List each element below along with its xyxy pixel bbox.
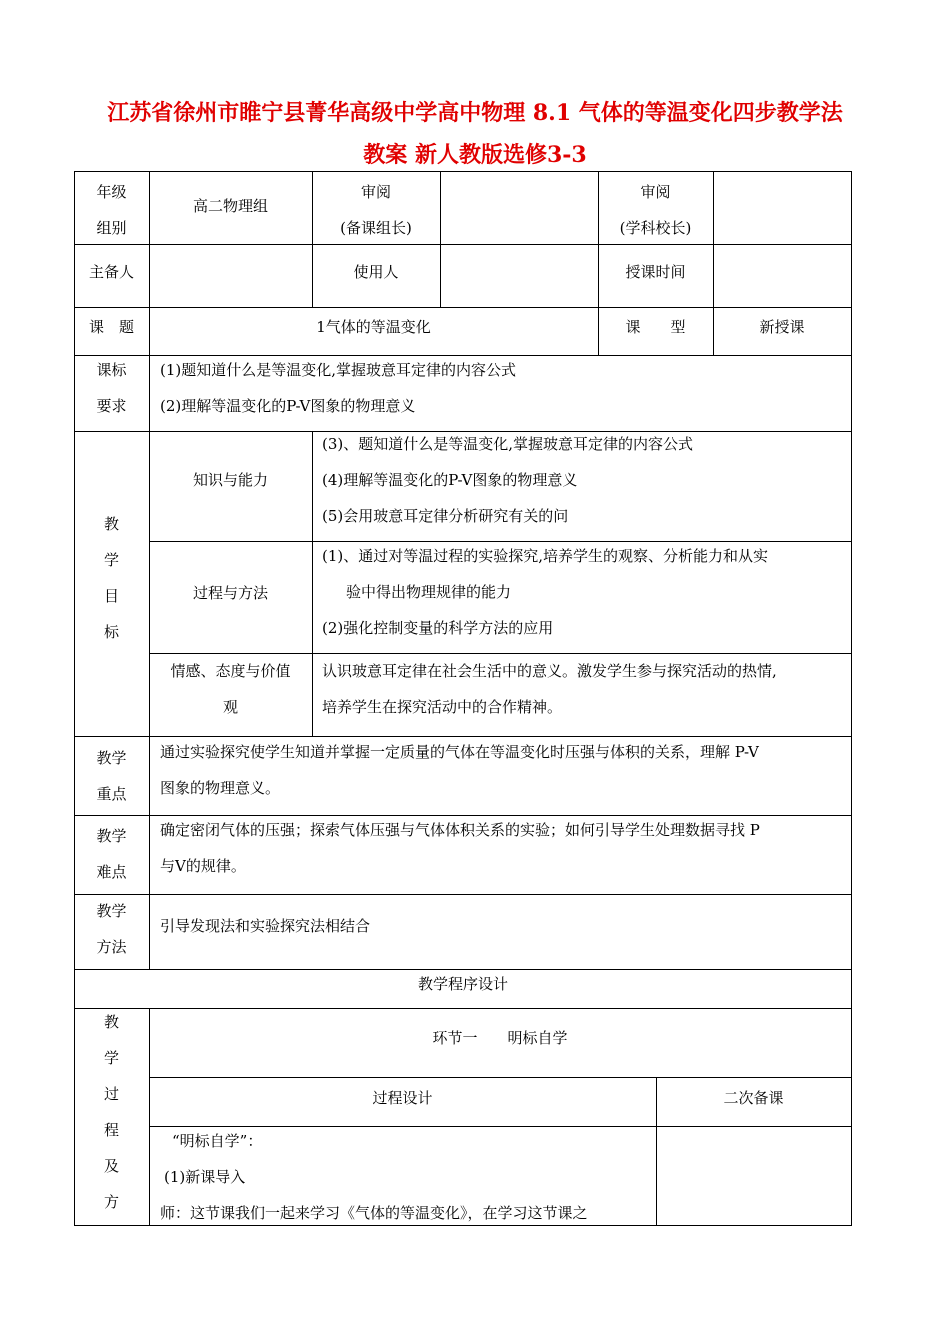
class-time-label: 授课时间 — [625, 263, 686, 281]
method-value: 引导发现法和实验探究法相结合 — [160, 917, 371, 935]
stage-title: 环节一 明标自学 — [432, 1029, 568, 1047]
knowledge-item: (5)会用玻意耳定律分析研究有关的问 — [322, 507, 569, 525]
difficulties-content: 确定密闭气体的压强；探索气体压强与气体体积关系的实验；如何引导学生处理数据寻找 P 与V的规律。 — [160, 821, 760, 875]
teaching-goals-label: 教 学 目 标 — [103, 515, 119, 641]
preparer-label: 主备人 — [88, 263, 134, 281]
knowledge-item: (4)理解等温变化的P-V图象的物理意义 — [322, 471, 578, 489]
standards-content — [160, 352, 850, 424]
emotion-attitude-label: 情感、态度与价值 观 — [170, 662, 291, 716]
review-group-leader-label: 审阅 (备课组长) — [340, 183, 412, 237]
emotion-attitude-content — [322, 653, 850, 725]
review-principal-label: 审阅 (学科校长) — [619, 183, 692, 237]
process-item: 验中得出物理规律的能力 — [346, 583, 512, 601]
program-design-header: 教学程序设计 — [417, 975, 508, 993]
process-item: (1)、通过对等温过程的实验探究,培养学生的观察、分析能力和从实 — [322, 547, 769, 565]
user-label: 使用人 — [353, 263, 399, 281]
emotion-item: 培养学生在探究活动中的合作精神。 — [322, 698, 563, 716]
knowledge-ability-label: 知识与能力 — [192, 471, 268, 489]
method-label: 教学 方法 — [96, 902, 127, 956]
standards-item: (2)理解等温变化的P-V图象的物理意义 — [160, 397, 416, 415]
process-design-content: “明标自学”： (1)新课导入 师：这节课我们一起来学习《气体的等温变化》，在学习这节课之 — [160, 1132, 588, 1222]
title-line-2: 教案 新人教版选修3-3 — [363, 142, 587, 168]
difficulties-label: 教学 难点 — [96, 827, 127, 881]
lesson-type-label: 课 型 — [625, 318, 686, 336]
knowledge-item: (3)、题知道什么是等温变化,掌握玻意耳定律的内容公式 — [322, 435, 694, 453]
topic-label: 课 题 — [88, 318, 134, 336]
teaching-process-label: 教 学 过 程 及 方 — [103, 1013, 119, 1211]
process-item: (2)强化控制变量的科学方法的应用 — [322, 619, 554, 637]
title-line-1: 江苏省徐州市睢宁县菁华高级中学高中物理 8.1 气体的等温变化四步教学法 — [107, 100, 843, 126]
grade-group-label: 年级 组别 — [96, 183, 127, 237]
standards-item: (1)题知道什么是等温变化,掌握玻意耳定律的内容公式 — [160, 361, 517, 379]
process-design-header: 过程设计 — [372, 1089, 433, 1107]
document-title — [60, 92, 890, 176]
key-points-content: 通过实验探究使学生知道并掌握一定质量的气体在等温变化时压强与体积的关系，理解 P-V 图象的物理意义。 — [160, 743, 759, 797]
second-prep-header: 二次备课 — [723, 1089, 784, 1107]
key-points-label: 教学 重点 — [96, 749, 127, 803]
lesson-type-value: 新授课 — [759, 318, 805, 336]
emotion-item: 认识玻意耳定律在社会生活中的意义。激发学生参与探究活动的热情, — [322, 662, 777, 680]
standards-label: 课标 要求 — [96, 361, 127, 415]
process-method-content — [322, 538, 850, 646]
topic-value: 1气体的等温变化 — [316, 318, 431, 336]
process-method-label: 过程与方法 — [192, 584, 268, 602]
grade-group-value: 高二物理组 — [192, 197, 268, 215]
knowledge-ability-content — [322, 426, 850, 534]
